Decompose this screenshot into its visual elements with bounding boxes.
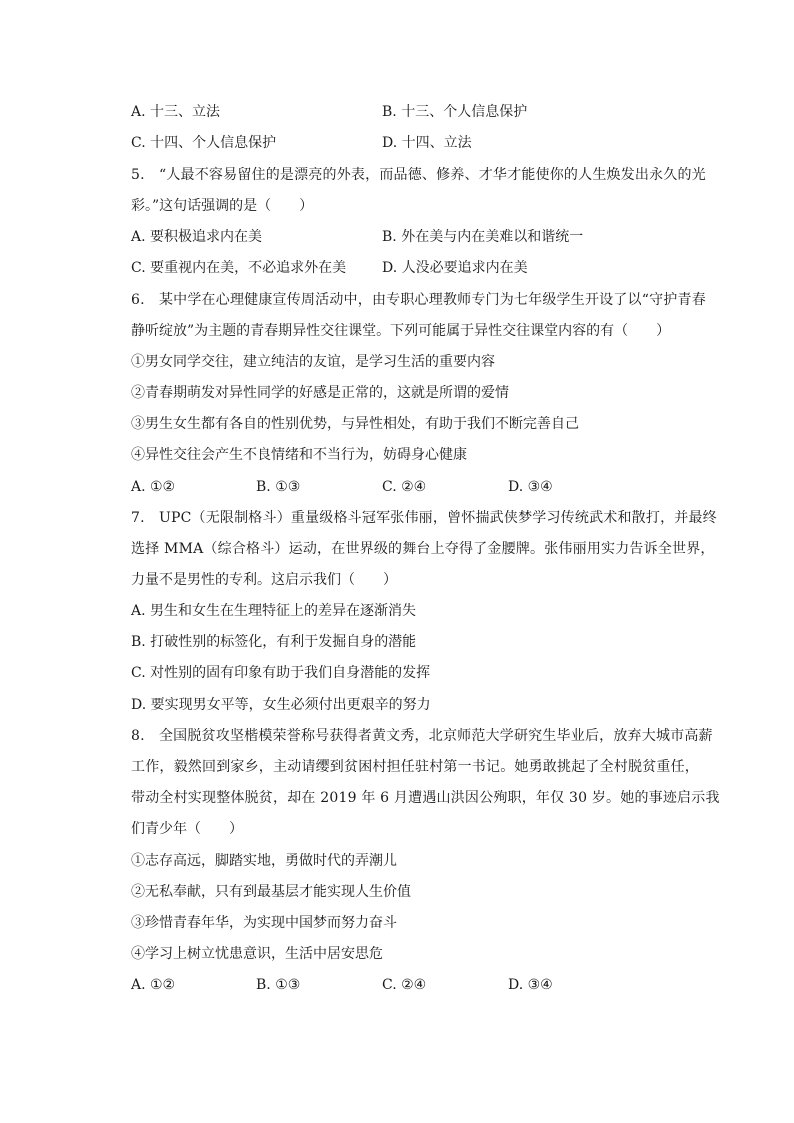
q5-stem-line-1: 5. “人最不容易留住的是漂亮的外表，而品德、修养、才华才能使你的人生焕发出永久的光 [131, 167, 706, 183]
q8-option-a: A. ①② [131, 977, 176, 993]
q8-option-c: C. ②④ [382, 977, 427, 993]
q8-option-d: D. ③④ [508, 977, 553, 993]
q7-option-d: D. 要实现男女平等，女生必须付出更艰辛的努力 [131, 697, 431, 713]
q6-stem-line-1: 6. 某中学在心理健康宣传周活动中，由专职心理教师专门为七年级学生开设了以“守护青春 [131, 292, 706, 308]
q6-stem-line-2: 静听绽放”为主题的青春期异性交往课堂。下列可能属于异性交往课堂内容的有（ ） [131, 323, 671, 339]
q8-item-1: ①志存高远，脚踏实地，勇做时代的弄潮儿 [131, 853, 397, 869]
q8-stem-line-1: 8. 全国脱贫攻坚楷模荣誉称号获得者黄文秀，北京师范大学研究生毕业后，放弃大城市高薪 [131, 728, 713, 744]
q5-option-c: C. 要重视内在美，不必追求外在美 [131, 260, 347, 276]
q8-stem-line-2: 工作，毅然回到家乡，主动请缨到贫困村担任驻村第一书记。她勇敢挑起了全村脱贫重任， [131, 759, 699, 775]
q4-option-b: B. 十三、个人信息保护 [382, 104, 528, 120]
q5-stem-line-2: 彩。”这句话强调的是（ ） [131, 198, 314, 214]
q7-stem-line-2: 选择 MMA（综合格斗）运动，在世界级的舞台上夺得了金腰牌。张伟丽用实力告诉全世界， [131, 541, 715, 557]
q6-option-b: B. ①③ [256, 479, 301, 495]
q8-item-2: ②无私奉献，只有到最基层才能实现人生价值 [131, 884, 411, 900]
q8-stem-line-4: 们青少年（ ） [131, 821, 243, 837]
q7-option-c: C. 对性别的固有印象有助于我们自身潜能的发挥 [131, 665, 431, 681]
q6-option-d: D. ③④ [508, 479, 553, 495]
q8-item-4: ④学习上树立忧患意识，生活中居安思危 [131, 946, 383, 962]
q4-option-c: C. 十四、个人信息保护 [131, 135, 277, 151]
q6-option-c: C. ②④ [382, 479, 427, 495]
q6-item-1: ①男女同学交往，建立纯洁的友谊，是学习生活的重要内容 [131, 354, 495, 370]
q4-option-a: A. 十三、立法 [131, 104, 221, 120]
q7-stem-line-1: 7. UPC（无限制格斗）重量级格斗冠军张伟丽，曾怀揣武侠梦学习传统武术和散打，并最终 [131, 510, 717, 526]
q6-option-a: A. ①② [131, 479, 176, 495]
q8-option-b: B. ①③ [256, 977, 301, 993]
q8-stem-line-3: 带动全村实现整体脱贫，却在 2019 年 6 月遭遇山洪因公殉职，年仅 30 岁。她的事迹启示我 [131, 790, 720, 806]
q7-option-a: A. 男生和女生在生理特征上的差异在逐渐消失 [131, 603, 417, 619]
q6-item-4: ④异性交往会产生不良情绪和不当行为，妨碍身心健康 [131, 447, 467, 463]
q8-item-3: ③珍惜青春年华，为实现中国梦而努力奋斗 [131, 915, 397, 931]
q7-option-b: B. 打破性别的标签化，有利于发掘自身的潜能 [131, 634, 417, 650]
q4-option-d: D. 十四、立法 [382, 135, 472, 151]
q5-option-d: D. 人没必要追求内在美 [382, 260, 528, 276]
q7-stem-line-3: 力量不是男性的专利。这启示我们（ ） [131, 572, 397, 588]
q6-item-3: ③男生女生都有各自的性别优势，与异性相处，有助于我们不断完善自己 [131, 416, 579, 432]
q5-option-a: A. 要积极追求内在美 [131, 229, 263, 245]
q6-item-2: ②青春期萌发对异性同学的好感是正常的，这就是所谓的爱情 [131, 385, 509, 401]
q5-option-b: B. 外在美与内在美难以和谐统一 [382, 229, 584, 245]
